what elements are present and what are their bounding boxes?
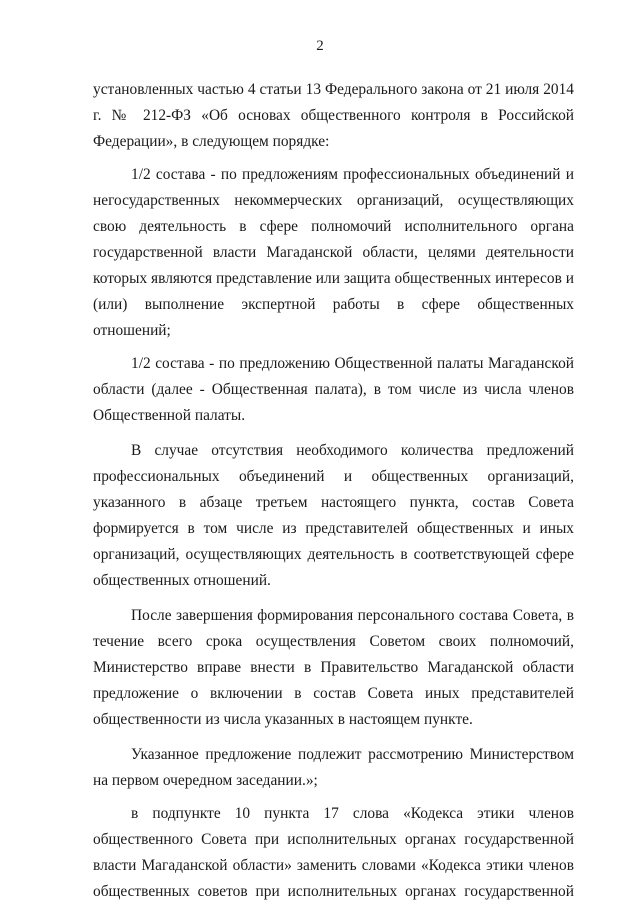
paragraph-1: установленных частью 4 статьи 13 Федерального закона от 21 июля 2014 г. № 212-ФЗ «Об основах общественного контроля в Российской Федерации», в следующем порядке: — [93, 81, 574, 150]
document-body — [93, 77, 574, 905]
paragraph-5: После завершения формирования персонального состава Совета, в течение всего срока осуществления Советом своих полномочий, Министерство вправе внести в Правительство Магаданской области предложение о включении в состав Совета иных представителей общественности из числа указанных в настоящем пункте. — [93, 607, 574, 728]
paragraph-3: 1/2 состава - по предложению Общественной палаты Магаданской области (далее - Общественная палата), в том числе из числа членов Общественной палаты. — [93, 355, 574, 424]
paragraph-2: 1/2 состава - по предложениям профессиональных объединений и негосударственных некоммерческих организаций, осуществляющих свою деятельность в сфере полномочий исполнительного органа государственной власти Магаданской области, целями деятельности которых являются представление или защита общественных интересов и (или) выполнение экспертной работы в сфере общественных отношений; — [93, 166, 574, 339]
paragraph-6: Указанное предложение подлежит рассмотрению Министерством на первом очередном заседании.»; — [93, 746, 574, 789]
page-number: 2 — [316, 38, 324, 54]
paragraph-4: В случае отсутствия необходимого количества предложений профессиональных объединений и общественных организаций, указанного в абзаце третьем настоящего пункта, состав Совета формируется в том числе из представителей общественных и иных организаций, осуществляющих деятельность в соответствующей сфере общественных отношений. — [93, 442, 574, 589]
paragraph-7: в подпункте 10 пункта 17 слова «Кодекса этики членов общественного Совета при исполнительных органах государственной власти Магаданской области» заменить словами «Кодекса этики членов общественных советов при исполнительных органах государственной — [93, 805, 574, 900]
